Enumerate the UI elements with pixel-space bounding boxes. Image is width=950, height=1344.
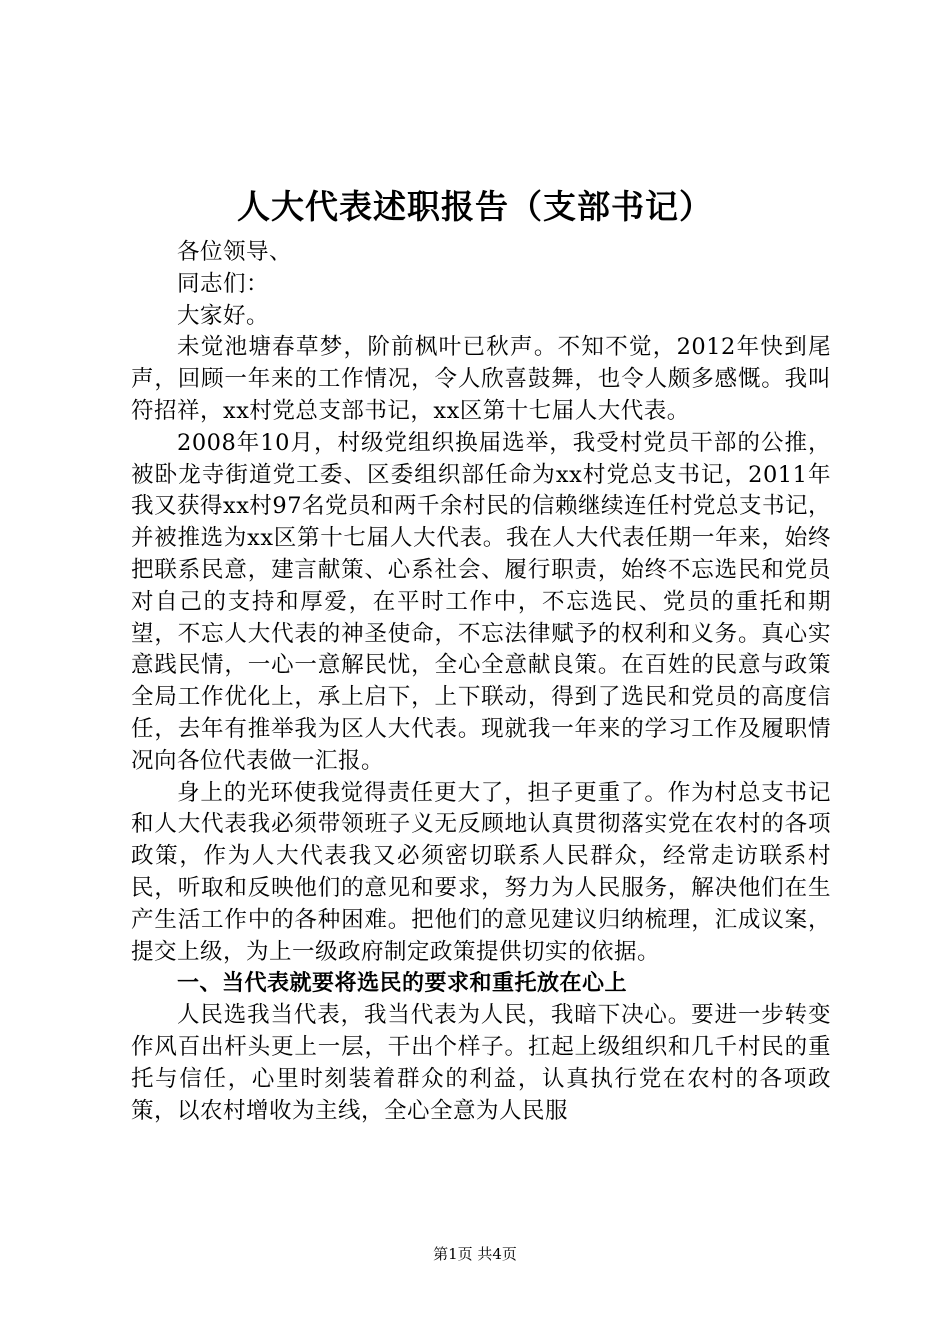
salutation-leaders: 各位领导、 bbox=[177, 239, 293, 265]
paragraph-section-1: 人民选我当代表，我当代表为人民，我暗下决心。要进一步转变作风百出杆头更上一层，干出个样子。扛起上级组织和几千村民的重托与信任，心里时刻装着群众的利益，认真执行党在农村的各项政策，以农村增收为主线，全心全意为人民服 bbox=[131, 1002, 831, 1124]
page-footer: 第1页 共4页 bbox=[433, 1245, 517, 1263]
paragraph-background: 2008年10月，村级党组织换届选举，我受村党员干部的公推，被卧龙寺街道党工委、区委组织部任命为xx村党总支书记，2011年我又获得xx村97名党员和两千余村民的信赖继续连任村党总支书记，并被推选为xx区第十七届人大代表。我在人大代表任期一年来，始终把联系民意，建言献策、心系社会、履行职责，始终不忘选民和党员对自己的支持和厚爱，在平时工作中，不忘选民、党员的重托和期望，不忘人大代表的神圣使命，不忘法律赋予的权利和义务。真心实意践民情，一心一意解民忧，全心全意献良策。在百姓的民意与政策全局工作优化上，承上启下，上下联动，得到了选民和党员的高度信任，去年有推举我为区人大代表。现就我一年来的学习工作及履职情况向各位代表做一汇报。 bbox=[131, 429, 832, 774]
document-body bbox=[131, 237, 831, 1127]
paragraph-responsibility: 身上的光环使我觉得责任更大了，担子更重了。作为村总支书记和人大代表我必须带领班子义无反顾地认真贯彻落实党在农村的各项政策，作为人大代表我又必须密切联系人民群众，经常走访联系村民，听取和反映他们的意见和要求，努力为人民服务，解决他们在生产生活工作中的各种困难。把他们的意见建议归纳梳理，汇成议案，提交上级，为上一级政府制定政策提供切实的依据。 bbox=[131, 779, 831, 965]
salutation-comrades: 同志们： bbox=[177, 270, 270, 297]
paragraph-intro: 未觉池塘春草梦，阶前枫叶已秋声。不知不觉，2012年快到尾声，回顾一年来的工作情况，令人欣喜鼓舞，也令人颇多感慨。我叫符招祥，xx村党总支部书记，xx区第十七届人大代表。 bbox=[131, 334, 831, 424]
section-heading-1: 一、当代表就要将选民的要求和重托放在心上 bbox=[177, 971, 628, 997]
greeting: 大家好。 bbox=[177, 302, 270, 329]
document-title: 人大代表述职报告（支部书记） bbox=[237, 187, 713, 226]
